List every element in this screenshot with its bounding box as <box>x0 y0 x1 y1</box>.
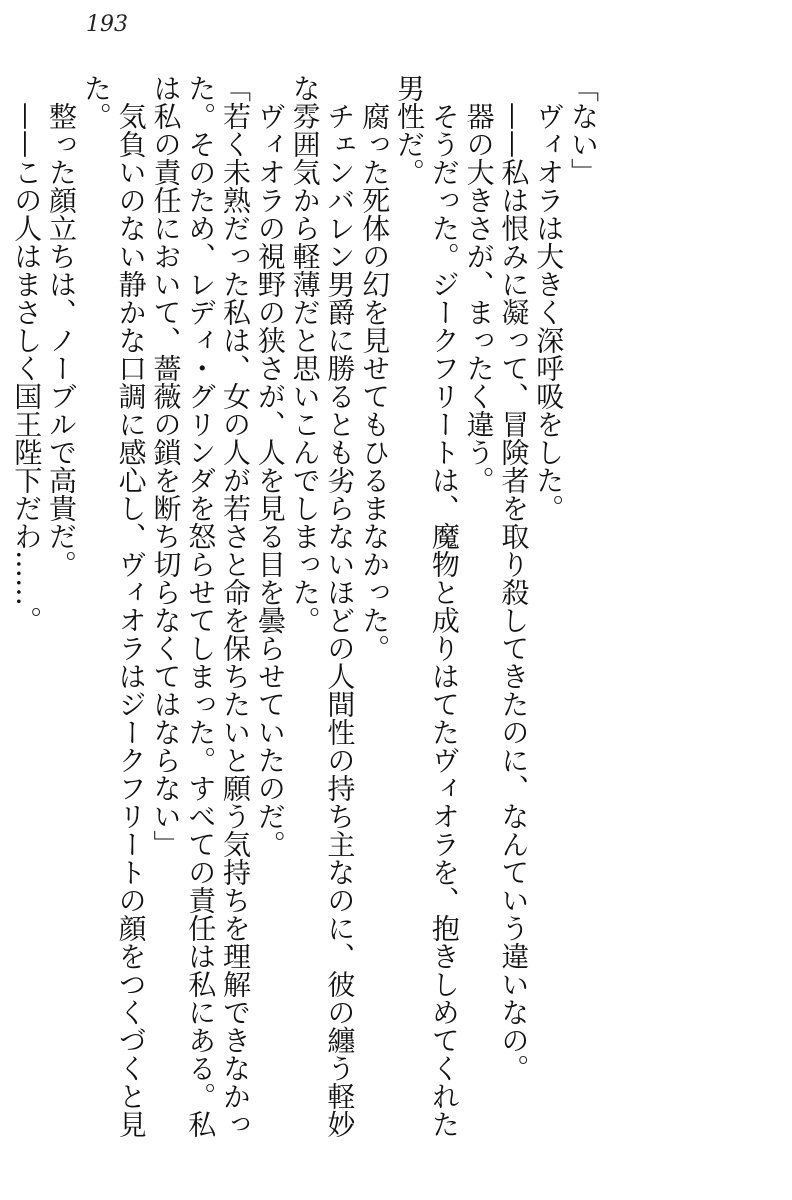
body-text <box>10 74 600 1174</box>
text-line-13: は私の責任において、薔薇の鎖を断ち切らなくてはならない」 <box>149 74 183 858</box>
text-line-7: 腐った死体の幻を見せてもひるまなかった。 <box>358 74 392 662</box>
text-line-4: 器の大きさが、まったく違う。 <box>462 74 496 494</box>
text-line-9: な雰囲気から軽薄だと思いこんでしまった。 <box>288 74 322 634</box>
text-line-5: そうだった。ジークフリートは、魔物と成りはてたヴィオラを、抱きしめてくれた <box>427 74 461 1138</box>
text-line-3: ——私は恨みに凝って、冒険者を取り殺してきたのに、なんていう違いなの。 <box>497 74 531 1082</box>
text-line-14: 気負いのない静かな口調に感心し、ヴィオラはジークフリートの顔をつくづくと見 <box>114 74 148 1138</box>
text-line-8: チェンバレン男爵に勝るとも劣らないほどの人間性の持ち主なのに、彼の纏う軽妙 <box>323 74 357 1138</box>
page-number: 193 <box>86 12 128 37</box>
text-line-1: 「ない」 <box>567 74 600 186</box>
text-line-2: ヴィオラは大きく深呼吸をした。 <box>532 74 566 522</box>
text-line-6: 男性だ。 <box>393 74 427 186</box>
text-line-12: た。そのため、レディ・グリンダを怒らせてしまった。すべての責任は私にある。私 <box>184 74 218 1138</box>
text-line-10: ヴィオラの視野の狭さが、人を見る目を曇らせていたのだ。 <box>253 74 287 858</box>
text-line-17: ——この人はまさしく国王陛下だわ……。 <box>10 74 44 634</box>
text-line-16: 整った顔立ちは、ノーブルで高貴だ。 <box>45 74 79 578</box>
text-line-11: 「若く未熟だった私は、女の人が若さと命を保ちたいと願う気持ちを理解できなかっ <box>219 74 253 1138</box>
text-line-15: た。 <box>79 74 113 130</box>
